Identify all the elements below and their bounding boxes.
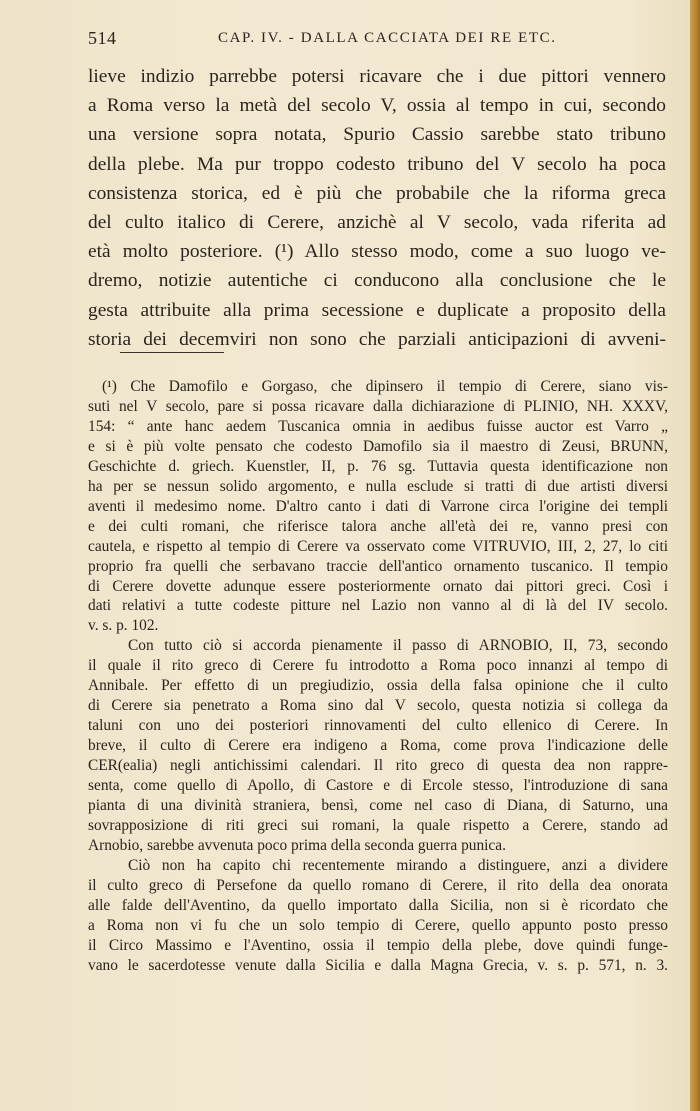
footnote-line: Geschichte d. griech. Kuenstler, II, p. 76 sg. Tuttavia questa identificazione non (88, 457, 668, 475)
footnote-line: sovrapposizione di riti greci sui romani, la quale rispetto a Cerere, stando ad (88, 816, 668, 834)
footnote-line: Con tutto ciò si accorda pienamente il passo di ARNOBIO, II, 73, secondo (128, 637, 668, 655)
footnote-line: il quale il rito greco di Cerere fu introdotto a Roma poco innanzi al tempo di (88, 657, 668, 675)
text-line: gesta attribuite alla prima secessione e duplicate a proposito della (88, 299, 666, 321)
footnote-line: cautela, e rispetto al tempio di Cerere va osservato come VITRUVIO, III, 2, 27, lo citi (88, 537, 668, 555)
footnote-line: Annibale. Per effetto di un pregiudizio, ossia della falsa opinione che il culto (88, 677, 668, 695)
page-header (88, 28, 668, 52)
text-line: età molto posteriore. (¹) Allo stesso modo, come a suo luogo ve- (88, 241, 666, 263)
text-line: lieve indizio parrebbe potersi ricavare che i due pittori vennero (88, 66, 666, 87)
main-text (88, 62, 666, 354)
footnote-line: e dei culti romani, che riferisce talora anche all'età dei re, vanno presi con (88, 517, 668, 535)
footnote-rule (120, 352, 224, 353)
footnote-line: Ciò non ha capito chi recentemente mirando a distinguere, anzi a dividere (128, 856, 668, 874)
running-head: CAP. IV. - DALLA CACCIATA DEI RE ETC. (218, 30, 557, 46)
footnotes (88, 377, 668, 976)
footnote-line: senta, come quello di Apollo, di Castore e di Ercole stesso, l'introduzione di sana (88, 777, 668, 795)
footnote-line: taluni con uno dei posteriori rinnovamenti del culto ellenico di Cerere. In (88, 717, 668, 735)
text-line: dremo, notizie autentiche ci conducono alla conclusione che le (88, 270, 666, 292)
text-line: della plebe. Ma pur troppo codesto tribuno del V secolo ha poca (88, 153, 666, 175)
footnote-line: suti nel V secolo, pare si possa ricavare dalla dichiarazione di PLINIO, NH. XXXV, (88, 397, 668, 415)
footnote-line: v. s. p. 102. (88, 617, 159, 635)
text-line: storia dei decemviri non sono che parziali anticipazioni di avveni- (88, 328, 666, 350)
footnote-line: di Cerere sia penetrato a Roma sino dal V secolo, questa notizia si collega da (88, 697, 668, 715)
text-line: una versione sopra notata, Spurio Cassio sarebbe stato tribuno (88, 124, 666, 146)
footnote-line: proprio fra quelli che serbavano traccie dell'antico ornamento tuscanico. Il tempio (88, 557, 668, 575)
footnote-line: ha per se nessun solido argomento, e nulla esclude si tratti di due artisti diversi (88, 477, 668, 495)
text-line: a Roma verso la metà del secolo V, ossia al tempo in cui, secondo (88, 95, 666, 117)
page-edge (690, 0, 700, 1111)
text-line: del culto italico di Cerere, anzichè al V secolo, vada riferita ad (88, 212, 666, 234)
footnote-line: dati relativi a tutte codeste pitture nel Lazio non vanno al di là del IV secolo. (88, 597, 668, 615)
footnote-line: pianta di una divinità straniera, bensì, come nel caso di Diana, di Saturno, una (88, 797, 668, 815)
footnote-line: il Circo Massimo e l'Aventino, ossia il tempio della plebe, dove quindi funge- (88, 936, 668, 954)
footnote-line: a Roma non vi fu che un solo tempio di Cerere, quello appunto posto presso (88, 916, 668, 934)
footnote-line: 154: “ ante hanc aedem Tuscanica omnia in aedibus fuisse auctor est Varro „ (88, 417, 668, 435)
footnote-line: alle falde dell'Aventino, da quello importato dalla Sicilia, non si è ricordato che (88, 896, 668, 914)
footnote-line: e si è più volte pensato che codesto Damofilo sia il maestro di Zeusi, BRUNN, (88, 437, 668, 455)
footnote-line: di Cerere dovette adunque essere posteriormente ornato dai pittori greci. Così i (88, 577, 668, 595)
page-number: 514 (88, 28, 117, 48)
text-line: consistenza storica, ed è più che probabile che la riforma greca (88, 182, 666, 204)
footnote-line: aventi il medesimo nome. D'altro canto i dati di Varrone circa l'origine dei templi (88, 497, 668, 515)
footnote-line: (¹) Che Damofilo e Gorgaso, che dipinsero il tempio di Cerere, siano vis- (102, 378, 668, 395)
footnote-line: il culto greco di Persefone da quello romano di Cerere, il rito della dea onorata (88, 876, 668, 894)
footnote-line: CER(ealia) negli antichissimi calendari. Il rito greco di questa dea non rappre- (88, 757, 668, 775)
footnote-line: vano le sacerdotesse venute dalla Sicilia e dalla Magna Grecia, v. s. p. 571, n. 3. (88, 956, 668, 974)
footnote-line: breve, il culto di Cerere era indigeno a Roma, come prova l'indicazione delle (88, 737, 668, 755)
footnote-line: Arnobio, sarebbe avvenuta poco prima della seconda guerra punica. (88, 836, 506, 854)
